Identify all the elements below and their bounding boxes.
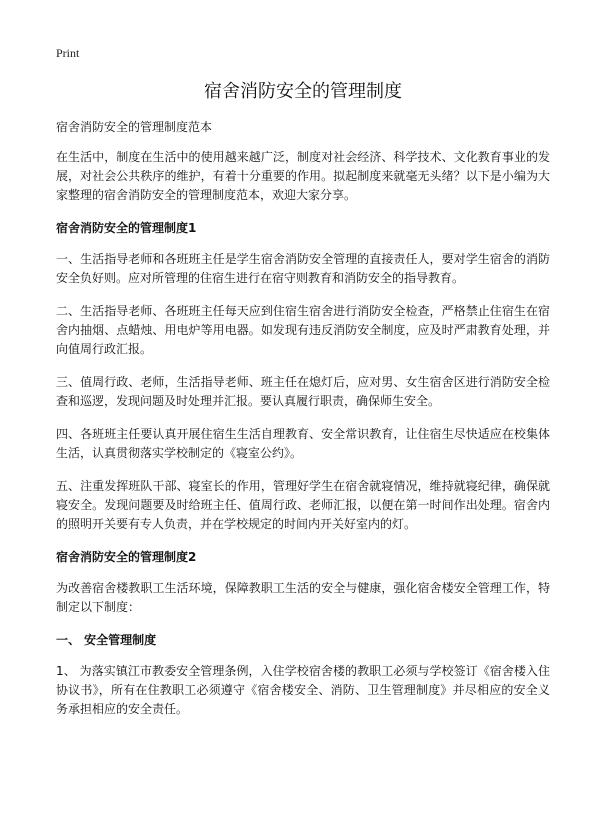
section-1-paragraph-3: 三、值周行政、老师，生活指导老师、班主任在熄灯后，应对男、女生宿舍区进行消防安全检查和巡逻，发现问题及时处理并汇报。要认真履行职责，确保师生安全。 [56, 375, 550, 408]
section-1-paragraph-4: 四、各班班主任要认真开展住宿生生活自理教育、安全常识教育，让住宿生尽快适应在校集体生活，认真贯彻落实学校制定的《寝室公约》。 [56, 427, 550, 460]
section-heading-1: 宿舍消防安全的管理制度1 [56, 221, 197, 235]
intro-paragraph: 在生活中，制度在生活中的使用越来越广泛，制度对社会经济、科学技术、文化教育事业的发展，对社会公共秩序的维护，有着十分重要的作用。拟起制度来就毫无头绪？以下是小编为大家整理的宿舍消防安全的管理制度范本，欢迎大家分享。 [56, 150, 550, 202]
section-heading-2: 宿舍消防安全的管理制度2 [56, 550, 197, 564]
print-label: Print [56, 46, 80, 60]
document-subtitle: 宿舍消防安全的管理制度范本 [56, 120, 213, 134]
section-1-paragraph-5: 五、注重发挥班队干部、寝室长的作用，管理好学生在宿舍就寝情况，维持就寝纪律，确保就寝安全。发现问题要及时给班主任、值周行政、老师汇报，以便在第一时间作出处理。宿舍内的照明开关要有专人负责，并在学校规定的时间内开关好室内的灯。 [56, 479, 550, 531]
section-3-paragraph-1: 1、 为落实镇江市教委安全管理条例，入住学校宿舍楼的教职工必须与学校签订《宿舍楼入住协议书》，所有在住教职工必须遵守《宿舍楼安全、消防、卫生管理制度》并尽相应的安全义务承担相应的安全责任。 [56, 664, 550, 716]
section-2-paragraph-1: 为改善宿舍楼教职工生活环境，保障教职工生活的安全与健康，强化宿舍楼安全管理工作，特制定以下制度： [56, 581, 550, 614]
document-title: 宿舍消防安全的管理制度 [204, 81, 402, 102]
section-1-paragraph-2: 二、生活指导老师、各班班主任每天应到住宿生宿舍进行消防安全检查，严格禁止住宿生在宿舍内抽烟、点蜡烛、用电炉等用电器。如发现有违反消防安全制度，应及时严肃教育处理，并向值周行政汇报。 [56, 304, 550, 356]
document-body [56, 118, 550, 733]
section-1-paragraph-1: 一、生活指导老师和各班班主任是学生宿舍消防安全管理的直接责任人，要对学生宿舍的消防安全负好则。应对所管理的住宿生进行在宿守则教育和消防安全的指导教育。 [56, 252, 550, 285]
section-heading-3: 一、 安全管理制度 [56, 633, 157, 647]
